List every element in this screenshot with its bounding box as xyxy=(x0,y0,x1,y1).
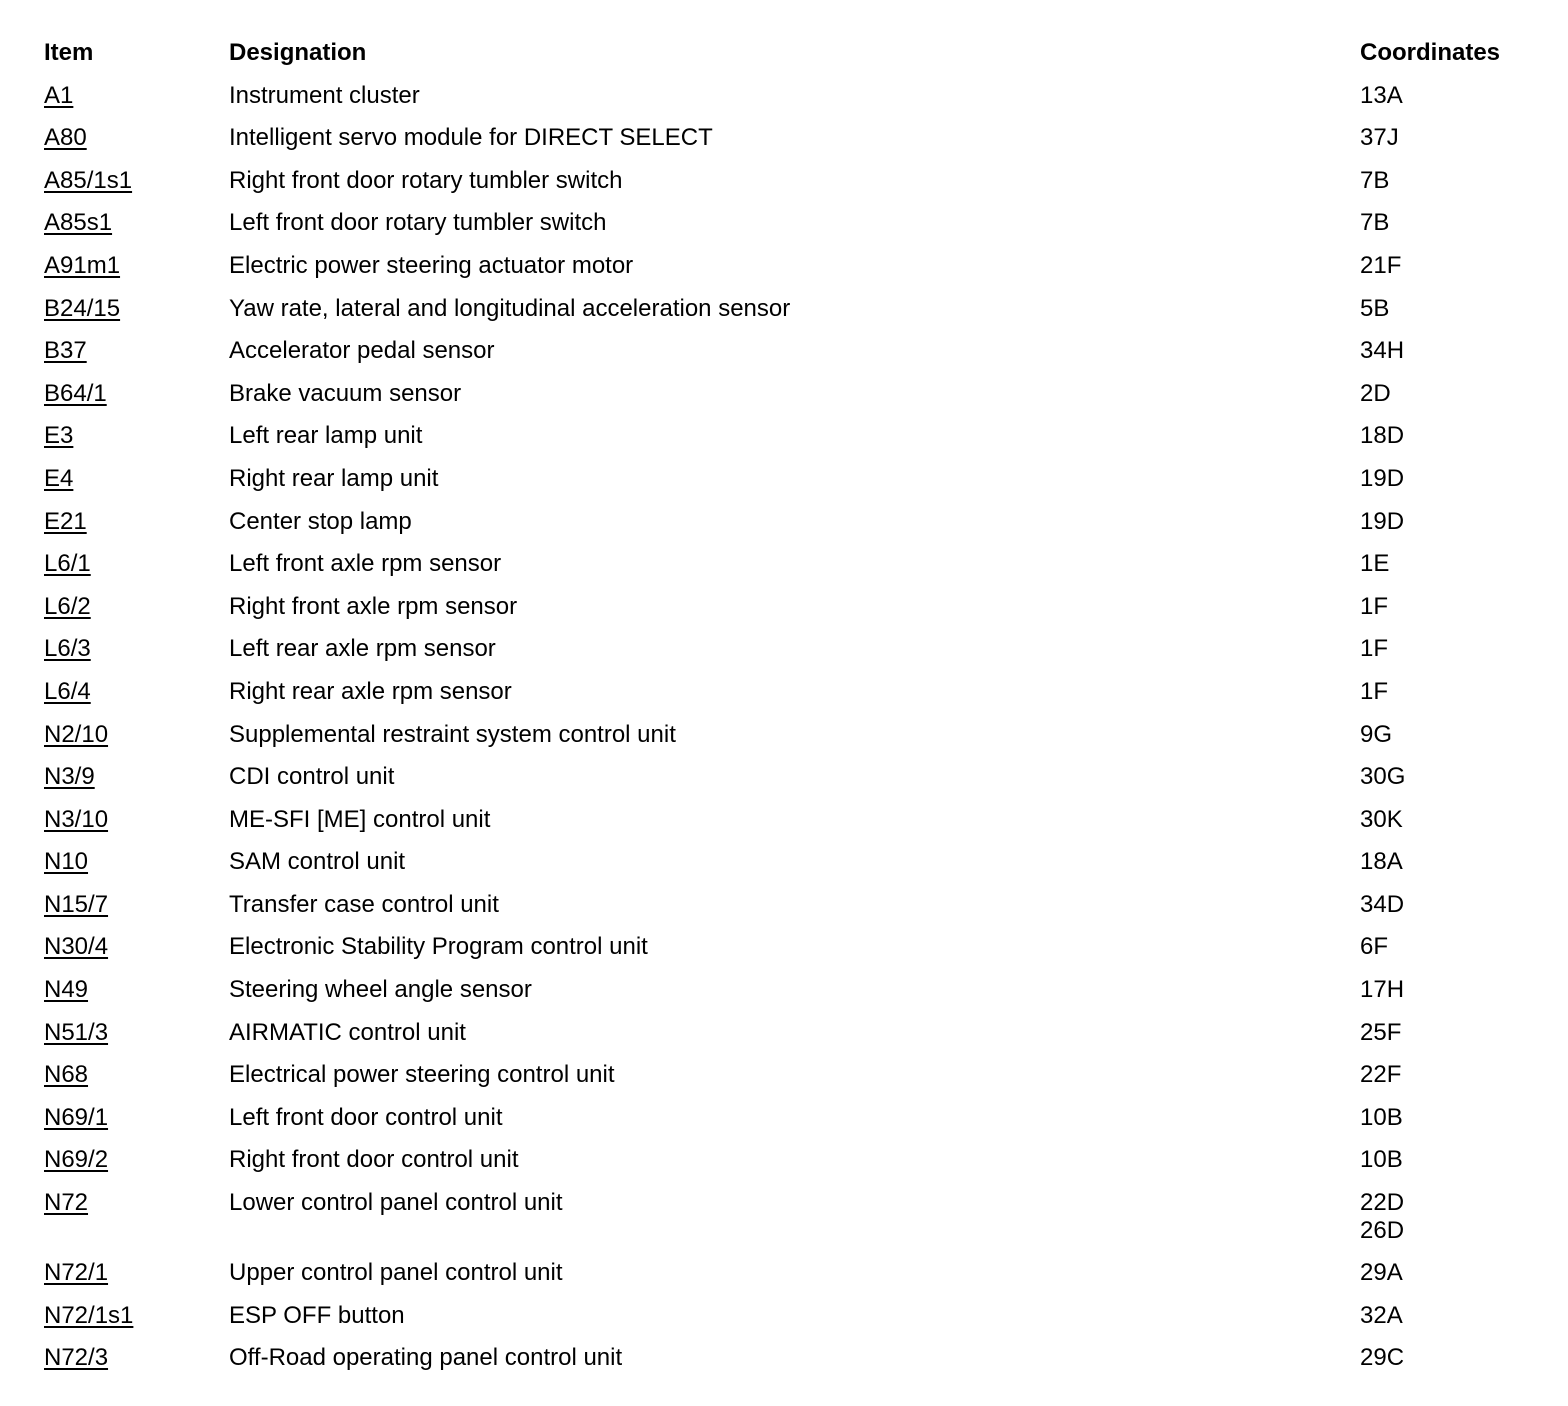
designation-text: Transfer case control unit xyxy=(229,890,499,918)
coordinates-cell xyxy=(1360,292,1389,320)
coordinates-cell xyxy=(1360,377,1391,405)
coordinate-value: 30G xyxy=(1360,763,1406,791)
coordinates-cell xyxy=(1360,547,1390,578)
table-row xyxy=(44,973,1554,1016)
table-row xyxy=(44,1016,1554,1059)
item-link[interactable]: N30/4 xyxy=(44,933,109,961)
designation-text: Instrument cluster xyxy=(229,81,420,109)
designation-text: Lower control panel control unit xyxy=(229,1189,563,1217)
coordinate-value: 1F xyxy=(1360,635,1389,663)
coordinate-value: 2D xyxy=(1360,379,1391,407)
coordinate-value: 6F xyxy=(1360,933,1389,961)
coordinate-value: 32A xyxy=(1360,1301,1403,1329)
coordinates-cell xyxy=(1360,803,1403,831)
item-link[interactable]: E4 xyxy=(44,464,74,492)
coordinates-cell xyxy=(1360,1186,1405,1245)
coordinate-value: 18D xyxy=(1360,422,1405,450)
table-row xyxy=(44,590,1554,633)
coordinates-cell xyxy=(1360,718,1392,746)
table-row xyxy=(44,1341,1554,1384)
designation-text: SAM control unit xyxy=(229,848,406,876)
table-row xyxy=(44,292,1554,335)
item-link[interactable]: L6/4 xyxy=(44,677,91,705)
table-row xyxy=(44,888,1554,931)
coordinates-cell xyxy=(1360,845,1403,876)
table-row xyxy=(44,206,1554,249)
item-link[interactable]: E3 xyxy=(44,422,74,450)
designation-text: Left front door control unit xyxy=(229,1103,503,1131)
item-link[interactable]: A85s1 xyxy=(44,209,113,237)
table-body xyxy=(44,79,1554,1384)
coordinates-cell xyxy=(1360,462,1404,490)
table-row xyxy=(44,419,1554,462)
designation-text: Upper control panel control unit xyxy=(229,1259,563,1287)
item-link[interactable]: N72/3 xyxy=(44,1344,109,1372)
coordinates-cell xyxy=(1360,249,1401,277)
table-row xyxy=(44,760,1554,803)
coordinate-value: 1F xyxy=(1360,677,1389,705)
item-link[interactable]: N3/9 xyxy=(44,763,95,791)
coordinate-value: 34D xyxy=(1360,890,1405,918)
item-link[interactable]: N72/1 xyxy=(44,1259,109,1287)
designation-text: Right front door control unit xyxy=(229,1146,519,1174)
designation-text: ME-SFI [ME] control unit xyxy=(229,805,491,833)
coordinate-value: 7B xyxy=(1360,209,1390,237)
table-header-row xyxy=(44,36,1554,79)
item-link[interactable]: B37 xyxy=(44,337,87,365)
item-link[interactable]: N72 xyxy=(44,1189,89,1217)
coordinate-value: 1E xyxy=(1360,550,1390,578)
designation-text: ESP OFF button xyxy=(229,1301,405,1329)
coordinates-cell xyxy=(1360,1101,1403,1129)
coordinates-cell xyxy=(1360,1256,1403,1287)
designation-text: Center stop lamp xyxy=(229,507,412,535)
item-link[interactable]: L6/3 xyxy=(44,635,91,663)
table-row xyxy=(44,334,1554,377)
item-link[interactable]: N2/10 xyxy=(44,720,109,748)
coordinates-cell xyxy=(1360,675,1388,703)
coordinate-value: 22F xyxy=(1360,1061,1402,1089)
coordinates-cell xyxy=(1360,334,1405,365)
coordinates-cell xyxy=(1360,1058,1402,1089)
table-row xyxy=(44,164,1554,207)
designation-text: Brake vacuum sensor xyxy=(229,379,462,407)
item-link[interactable]: N51/3 xyxy=(44,1018,109,1046)
coordinates-cell xyxy=(1360,930,1389,961)
item-link[interactable]: A85/1s1 xyxy=(44,166,133,194)
item-link[interactable]: B64/1 xyxy=(44,379,107,407)
table-row xyxy=(44,1101,1554,1144)
designation-text: Right rear lamp unit xyxy=(229,464,439,492)
table-row xyxy=(44,1058,1554,1101)
item-link[interactable]: N15/7 xyxy=(44,890,109,918)
table-row xyxy=(44,718,1554,761)
item-link[interactable]: L6/1 xyxy=(44,550,91,578)
designation-text: Intelligent servo module for DIRECT SELECT xyxy=(229,124,713,152)
coordinates-cell xyxy=(1360,79,1403,107)
table-row xyxy=(44,845,1554,888)
table-row xyxy=(44,1143,1554,1186)
coordinates-cell xyxy=(1360,973,1405,1004)
designation-text: Yaw rate, lateral and longitudinal acceleration sensor xyxy=(229,294,791,322)
coordinates-cell xyxy=(1360,1341,1405,1372)
item-link[interactable]: N69/2 xyxy=(44,1146,109,1174)
table-row xyxy=(44,1256,1554,1299)
table-row xyxy=(44,930,1554,973)
table-row xyxy=(44,1299,1554,1342)
coordinate-value: 21F xyxy=(1360,251,1402,279)
item-link[interactable]: N68 xyxy=(44,1061,89,1089)
item-link[interactable]: A80 xyxy=(44,124,87,152)
designation-text: Off-Road operating panel control unit xyxy=(229,1344,623,1372)
table-row xyxy=(44,632,1554,675)
designation-text: Steering wheel angle sensor xyxy=(229,976,532,1004)
item-link[interactable]: L6/2 xyxy=(44,592,91,620)
table-row xyxy=(44,79,1554,122)
coordinates-cell xyxy=(1360,164,1389,192)
designation-text: AIRMATIC control unit xyxy=(229,1018,466,1046)
coordinate-value: 26D xyxy=(1360,1217,1405,1245)
item-link[interactable]: N69/1 xyxy=(44,1103,109,1131)
coordinate-value: 17H xyxy=(1360,976,1405,1004)
table-row xyxy=(44,675,1554,718)
coordinates-cell xyxy=(1360,121,1399,152)
coordinate-value: 13A xyxy=(1360,81,1403,109)
item-link[interactable]: A91m1 xyxy=(44,251,121,279)
coordinate-value: 34H xyxy=(1360,337,1405,365)
coordinates-cell xyxy=(1360,206,1390,237)
coordinate-value: 22D xyxy=(1360,1189,1405,1217)
header-designation: Designation xyxy=(229,39,367,66)
coordinate-value: 5B xyxy=(1360,294,1390,322)
header-coordinates: Coordinates xyxy=(1360,39,1501,66)
coordinate-value: 29A xyxy=(1360,1259,1403,1287)
component-legend-table xyxy=(44,36,1554,1384)
table-row xyxy=(44,547,1554,590)
coordinates-cell xyxy=(1360,1299,1403,1327)
designation-text: Right front axle rpm sensor xyxy=(229,592,518,620)
designation-text: Right front door rotary tumbler switch xyxy=(229,166,623,194)
designation-text: Electronic Stability Program control unit xyxy=(229,933,648,961)
table-row xyxy=(44,377,1554,420)
designation-text: Supplemental restraint system control unit xyxy=(229,720,676,748)
designation-text: Accelerator pedal sensor xyxy=(229,337,495,365)
table-row xyxy=(44,462,1554,505)
header-item: Item xyxy=(44,39,94,66)
designation-text: Left front door rotary tumbler switch xyxy=(229,209,607,237)
table-row xyxy=(44,121,1554,164)
designation-text: Electric power steering actuator motor xyxy=(229,251,634,279)
coordinate-value: 18A xyxy=(1360,848,1403,876)
coordinates-cell xyxy=(1360,760,1406,791)
coordinate-value: 30K xyxy=(1360,805,1403,833)
coordinates-cell xyxy=(1360,632,1389,663)
coordinates-cell xyxy=(1360,505,1404,533)
item-link[interactable]: E21 xyxy=(44,507,87,535)
coordinate-value: 29C xyxy=(1360,1344,1405,1372)
item-link[interactable]: N10 xyxy=(44,848,89,876)
table-row xyxy=(44,1186,1554,1256)
table-row xyxy=(44,505,1554,548)
item-link[interactable]: N3/10 xyxy=(44,805,109,833)
coordinate-value: 25F xyxy=(1360,1018,1402,1046)
coordinate-value: 10B xyxy=(1360,1103,1403,1131)
coordinate-value: 9G xyxy=(1360,720,1393,748)
coordinate-value: 37J xyxy=(1360,124,1399,152)
coordinate-value: 19D xyxy=(1360,464,1405,492)
coordinates-cell xyxy=(1360,1016,1401,1044)
item-link[interactable]: N72/1s1 xyxy=(44,1301,134,1329)
designation-text: Left rear lamp unit xyxy=(229,422,423,450)
coordinate-value: 7B xyxy=(1360,166,1390,194)
designation-text: Left rear axle rpm sensor xyxy=(229,635,496,663)
item-link[interactable]: N49 xyxy=(44,976,89,1004)
designation-text: Left front axle rpm sensor xyxy=(229,550,502,578)
designation-text: Electrical power steering control unit xyxy=(229,1061,615,1089)
coordinates-cell xyxy=(1360,888,1404,916)
table-row xyxy=(44,803,1554,846)
designation-text: Right rear axle rpm sensor xyxy=(229,677,512,705)
item-link[interactable]: B24/15 xyxy=(44,294,121,322)
coordinate-value: 10B xyxy=(1360,1146,1403,1174)
item-link[interactable]: A1 xyxy=(44,81,74,109)
coordinates-cell xyxy=(1360,590,1388,618)
coordinates-cell xyxy=(1360,419,1405,450)
coordinate-value: 19D xyxy=(1360,507,1405,535)
table-row xyxy=(44,249,1554,292)
designation-text: CDI control unit xyxy=(229,763,395,791)
coordinates-cell xyxy=(1360,1143,1403,1174)
coordinate-value: 1F xyxy=(1360,592,1389,620)
